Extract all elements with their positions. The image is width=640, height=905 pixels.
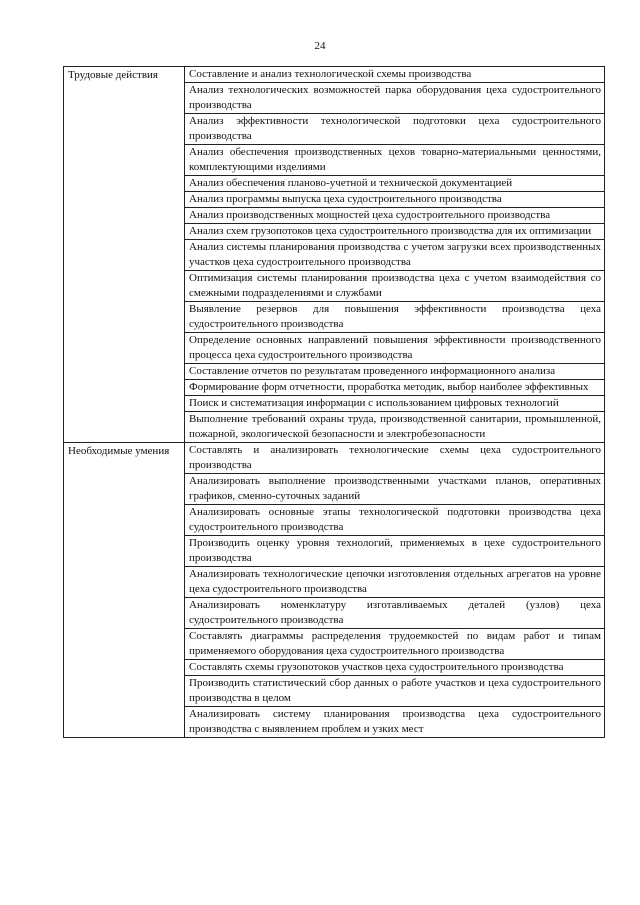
table-cell-item: Анализ программы выпуска цеха судостроительного производства — [185, 192, 605, 208]
table-row — [64, 67, 605, 83]
table-cell-item: Анализ эффективности технологической подготовки цеха судостроительного производства — [185, 114, 605, 145]
table-body — [64, 67, 605, 738]
table-cell-item: Анализировать технологические цепочки изготовления отдельных агрегатов на уровне цеха судостроительного производства — [185, 567, 605, 598]
table-cell-item: Выполнение требований охраны труда, производственной санитарии, промышленной, пожарной, экологической безопасности и электробезопасности — [185, 412, 605, 443]
section-label: Необходимые умения — [64, 443, 185, 738]
table-cell-item: Составлять схемы грузопотоков участков цеха судостроительного производства — [185, 660, 605, 676]
table-cell-item: Анализ производственных мощностей цеха судостроительного производства — [185, 208, 605, 224]
table-cell-item: Анализ обеспечения планово-учетной и технической документацией — [185, 176, 605, 192]
table-cell-item: Анализ системы планирования производства с учетом загрузки всех производственных участков цеха судостроительного производства — [185, 240, 605, 271]
competency-table — [63, 66, 605, 738]
table-cell-item: Определение основных направлений повышения эффективности производственного процесса цеха судостроительного производства — [185, 333, 605, 364]
table-cell-item: Анализ технологических возможностей парка оборудования цеха судостроительного производства — [185, 83, 605, 114]
table-cell-item: Анализировать номенклатуру изготавливаемых деталей (узлов) цеха судостроительного производства — [185, 598, 605, 629]
table-cell-item: Производить оценку уровня технологий, применяемых в цехе судостроительного производства — [185, 536, 605, 567]
table-cell-item: Анализировать основные этапы технологической подготовки производства цеха судостроительного производства — [185, 505, 605, 536]
table-cell-item: Оптимизация системы планирования производства цеха с учетом взаимодействия со смежными подразделениями и службами — [185, 271, 605, 302]
table-cell-item: Составление и анализ технологической схемы производства — [185, 67, 605, 83]
table-cell-item: Составлять диаграммы распределения трудоемкостей по видам работ и типам применяемого оборудования цеха судостроительного производства — [185, 629, 605, 660]
table-row — [64, 443, 605, 474]
table-cell-item: Формирование форм отчетности, проработка методик, выбор наиболее эффективных — [185, 380, 605, 396]
table-cell-item: Производить статистический сбор данных о работе участков и цеха судостроительного производства в целом — [185, 676, 605, 707]
table-cell-item: Выявление резервов для повышения эффективности производства цеха судостроительного производства — [185, 302, 605, 333]
section-label: Трудовые действия — [64, 67, 185, 443]
table-cell-item: Анализ обеспечения производственных цехов товарно-материальными ценностями, комплектующими изделиями — [185, 145, 605, 176]
table-cell-item: Составление отчетов по результатам проведенного информационного анализа — [185, 364, 605, 380]
table-cell-item: Анализировать систему планирования производства цеха судостроительного производства с выявлением проблем и узких мест — [185, 707, 605, 738]
table-cell-item: Анализировать выполнение производственными участками планов, оперативных графиков, сменно-суточных заданий — [185, 474, 605, 505]
page-number: 24 — [314, 40, 326, 52]
table-cell-item: Составлять и анализировать технологические схемы цеха судостроительного производства — [185, 443, 605, 474]
table-cell-item: Анализ схем грузопотоков цеха судостроительного производства для их оптимизации — [185, 224, 605, 240]
table-cell-item: Поиск и систематизация информации с использованием цифровых технологий — [185, 396, 605, 412]
